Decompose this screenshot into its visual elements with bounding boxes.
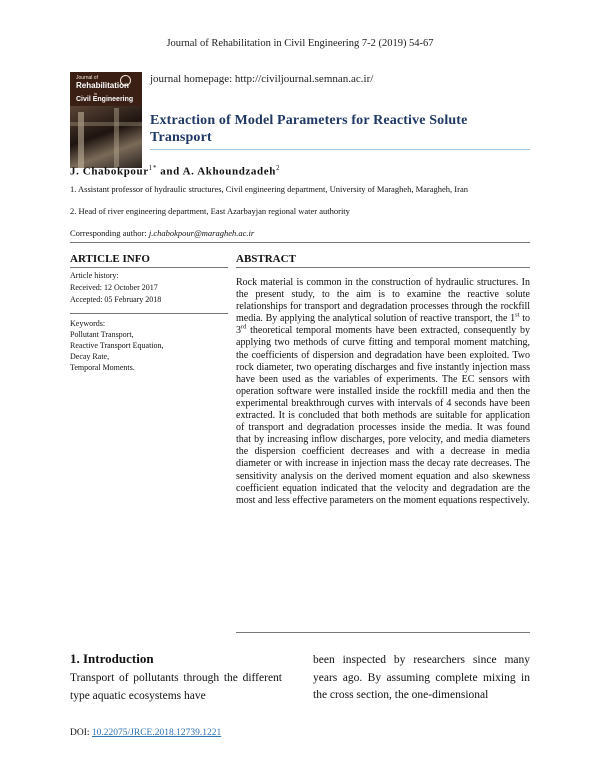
author-affiliation-mark: 2	[275, 164, 281, 172]
introduction-text-right: been inspected by researchers since many years ago. By assuming complete mixing in the cross section, the one-dimensional	[313, 654, 530, 701]
keyword-item: Decay Rate,	[70, 352, 110, 361]
abstract-text: theoretical temporal moments have been extracted, consequently by applying two methods of curve fitting and temporal moment matching, the coefficients of dispersion and degradation have been exploited. Two rock diameter, two operating discharges and five instantly injection mass have been used as the variables of experiments. The EC sensors with operation software were installed inside the rockfill media and then the experimental breakthrough curves with intervals of 4 seconds have been extracted. It is concluded that both methods are suitable for application of transport and degradation processes inside the media. It was found that by increasing inflow discharges, pore velocity, and media diameters the dispersion coefficient decreases and with a decrease in media diameter or with increase in injection mass the decay rate decreases. The sensitivity analysis on the derived moment equation and also skewness coefficient equation indicated that the velocity and degradation are the most and less effective parameters on the moment equations respectively.	[236, 325, 530, 506]
cover-text-line3: in	[94, 91, 98, 96]
abstract-text: Rock material is common in the construction of hydraulic structures. In the present study, to the aim is to examine the reactive solute relationships for transport and degradation processes through the rockfill media. By applying the analytical solution of reactive transport, the 1	[236, 277, 530, 325]
cover-text-line1: Journal of	[76, 75, 98, 81]
affiliation-1: 1. Assistant professor of hydraulic structures, Civil engineering department, University of Maragheh, Maragheh, Iran	[70, 184, 468, 194]
cover-photo-detail	[70, 122, 142, 126]
abstract-end-divider	[236, 632, 530, 633]
author-name: A. Akhoundzadeh	[182, 165, 276, 178]
running-head: Journal of Rehabilitation in Civil Engineering 7-2 (2019) 54-67	[166, 38, 434, 49]
keywords-label: Keywords:	[70, 319, 106, 328]
ordinal-suffix: st	[515, 311, 520, 319]
doi-link[interactable]: 10.22075/JRCE.2018.12739.1221	[91, 728, 222, 738]
journal-homepage-link[interactable]: journal homepage: http://civiljournal.semnan.ac.ir/	[150, 73, 374, 85]
doi	[70, 728, 221, 738]
cover-photo-detail	[114, 108, 119, 168]
article-info-divider	[70, 313, 228, 314]
cover-text-line2: Rehabilitation	[76, 81, 129, 90]
abstract-body	[236, 277, 530, 507]
corresponding-author	[70, 228, 254, 238]
corresponding-email-link[interactable]: j.chabokpour@maragheh.ac.ir	[148, 228, 255, 238]
corresponding-label: Corresponding author:	[70, 228, 149, 238]
introduction-text-left: Transport of pollutants through the different type aquatic ecosystems have	[70, 672, 282, 702]
abstract-divider	[236, 267, 530, 268]
keyword-item: Reactive Transport Equation,	[70, 341, 164, 350]
article-title: Extraction of Model Parameters for Reactive Solute Transport	[150, 113, 468, 145]
received-date: Received: 12 October 2017	[70, 283, 158, 292]
keyword-item: Temporal Moments.	[70, 363, 135, 372]
abstract-heading: ABSTRACT	[236, 253, 296, 265]
author-name: J. Chabokpour	[70, 165, 149, 178]
cover-text-line4: Civil Engineering	[76, 96, 134, 103]
ordinal-suffix: rd	[241, 324, 247, 332]
journal-cover-image	[70, 72, 142, 168]
article-history-label: Article history:	[70, 271, 119, 280]
doi-label: DOI:	[70, 728, 92, 738]
article-info-heading: ARTICLE INFO	[70, 253, 150, 265]
affiliation-2: 2. Head of river engineering department, East Azarbayjan regional water authority	[70, 206, 350, 216]
article-info-divider	[70, 267, 228, 268]
introduction-heading: 1. Introduction	[70, 651, 154, 666]
keyword-item: Pollutant Transport,	[70, 330, 134, 339]
author-joiner: and	[156, 165, 183, 178]
accepted-date: Accepted: 05 February 2018	[70, 295, 162, 304]
author-list	[70, 164, 280, 178]
title-divider	[150, 149, 530, 150]
abstract-text: to 3	[236, 313, 530, 337]
section-divider	[70, 242, 530, 243]
cover-photo-detail	[78, 112, 84, 168]
author-affiliation-mark: 1*	[148, 164, 157, 172]
